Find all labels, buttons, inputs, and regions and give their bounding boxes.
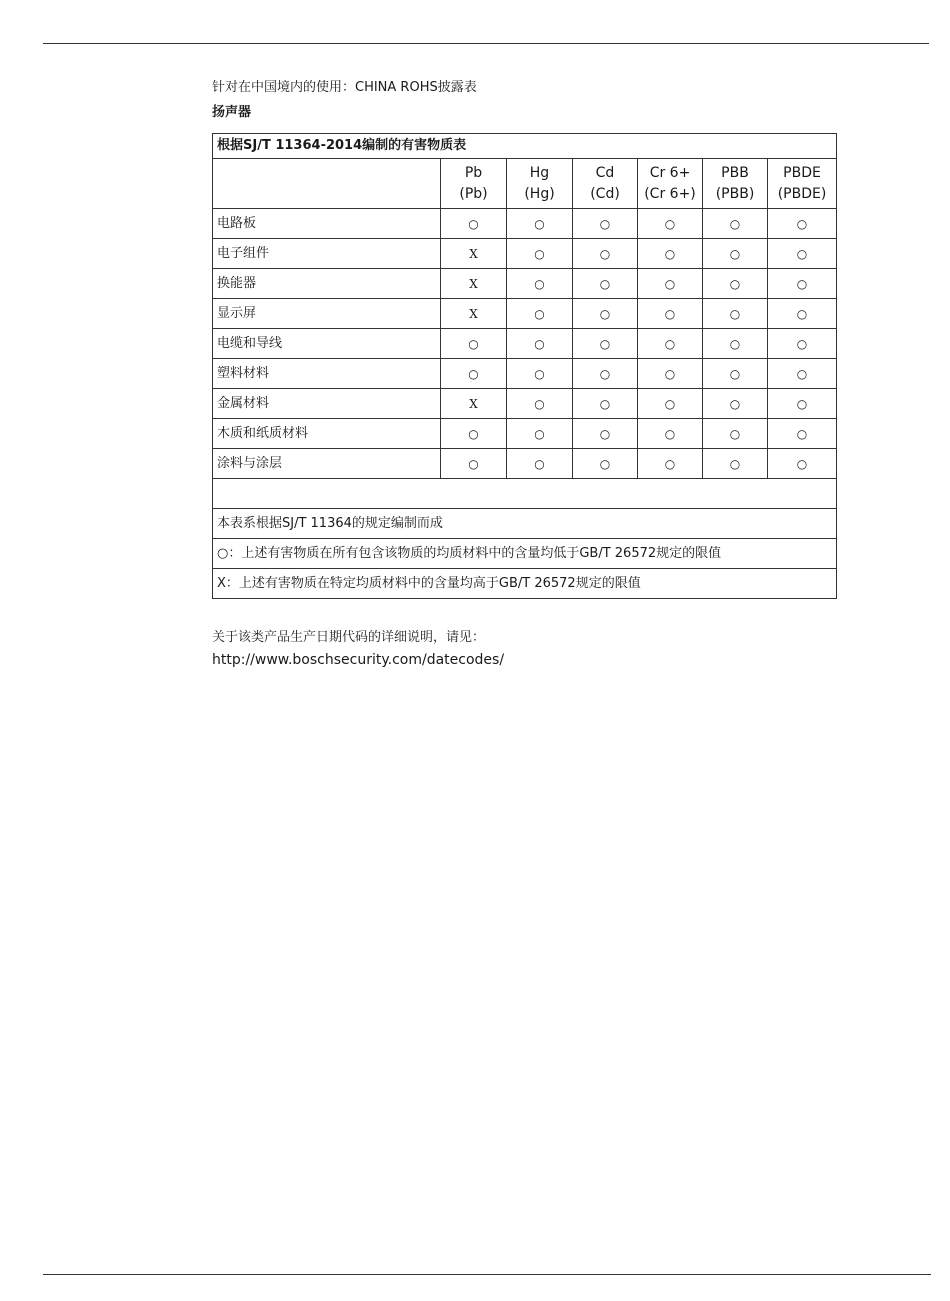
substance-status-cell: ○ bbox=[638, 359, 703, 389]
header-cell-pbb: PBB (PBB) bbox=[703, 159, 768, 209]
substance-status-cell: ○ bbox=[573, 209, 638, 239]
substance-status-cell: ○ bbox=[703, 209, 768, 239]
substance-status-cell: ○ bbox=[441, 329, 507, 359]
table-caption: 根据SJ/T 11364-2014编制的有害物质表 bbox=[213, 134, 837, 159]
substance-status-cell: ○ bbox=[507, 299, 573, 329]
substance-status-cell: ○ bbox=[573, 299, 638, 329]
substance-status-cell: ○ bbox=[638, 209, 703, 239]
date-code-link[interactable]: http://www.boschsecurity.com/datecodes/ bbox=[212, 652, 505, 668]
substance-status-cell: ○ bbox=[507, 419, 573, 449]
part-name-cell: 电路板 bbox=[213, 209, 441, 239]
part-name-cell: 换能器 bbox=[213, 269, 441, 299]
table-row bbox=[213, 329, 837, 359]
substance-status-cell: X bbox=[441, 239, 507, 269]
part-name-cell: 显示屏 bbox=[213, 299, 441, 329]
table-note: 本表系根据SJ/T 11364的规定编制而成 bbox=[213, 509, 837, 539]
table-caption-row bbox=[213, 134, 837, 159]
substance-status-cell: ○ bbox=[703, 329, 768, 359]
table-row bbox=[213, 359, 837, 389]
substance-status-cell: ○ bbox=[768, 329, 837, 359]
substance-status-cell: ○ bbox=[573, 419, 638, 449]
substance-status-cell: ○ bbox=[768, 209, 837, 239]
substance-status-cell: ○ bbox=[768, 419, 837, 449]
substance-status-cell: ○ bbox=[441, 359, 507, 389]
substance-status-cell: ○ bbox=[768, 239, 837, 269]
substance-status-cell: ○ bbox=[441, 449, 507, 479]
substance-status-cell: ○ bbox=[507, 329, 573, 359]
substance-status-cell: ○ bbox=[768, 299, 837, 329]
part-name-cell: 金属材料 bbox=[213, 389, 441, 419]
substance-status-cell: ○ bbox=[573, 389, 638, 419]
substance-status-cell: ○ bbox=[441, 419, 507, 449]
substance-status-cell: ○ bbox=[507, 239, 573, 269]
substance-status-cell: X bbox=[441, 299, 507, 329]
substance-status-cell: ○ bbox=[703, 359, 768, 389]
header-rule bbox=[43, 43, 929, 44]
substance-status-cell: ○ bbox=[638, 299, 703, 329]
substance-status-cell: ○ bbox=[768, 389, 837, 419]
part-name-cell: 木质和纸质材料 bbox=[213, 419, 441, 449]
substance-status-cell: ○ bbox=[507, 449, 573, 479]
header-cell-cd: Cd (Cd) bbox=[573, 159, 638, 209]
substance-status-cell: X bbox=[441, 389, 507, 419]
substance-status-cell: ○ bbox=[703, 419, 768, 449]
table-row bbox=[213, 299, 837, 329]
header-cell-hg: Hg (Hg) bbox=[507, 159, 573, 209]
substance-status-cell: ○ bbox=[638, 239, 703, 269]
table-row bbox=[213, 449, 837, 479]
substance-status-cell: ○ bbox=[638, 269, 703, 299]
table-row bbox=[213, 389, 837, 419]
part-name-cell: 电缆和导线 bbox=[213, 329, 441, 359]
substance-status-cell: ○ bbox=[507, 389, 573, 419]
table-spacer-cell bbox=[213, 479, 837, 509]
hazardous-substances-table bbox=[212, 133, 837, 599]
footer-rule bbox=[43, 1274, 931, 1275]
table-row bbox=[213, 269, 837, 299]
substance-status-cell: ○ bbox=[638, 389, 703, 419]
substance-status-cell: ○ bbox=[573, 449, 638, 479]
substance-status-cell: ○ bbox=[573, 239, 638, 269]
table-row bbox=[213, 419, 837, 449]
substance-status-cell: ○ bbox=[768, 359, 837, 389]
substance-status-cell: ○ bbox=[507, 269, 573, 299]
header-cell-pbde: PBDE (PBDE) bbox=[768, 159, 837, 209]
table-note-row bbox=[213, 539, 837, 569]
table-note-row bbox=[213, 509, 837, 539]
table-header-row bbox=[213, 159, 837, 209]
substance-status-cell: ○ bbox=[703, 389, 768, 419]
substance-status-cell: ○ bbox=[573, 329, 638, 359]
header-part-cell bbox=[213, 159, 441, 209]
part-name-cell: 涂料与涂层 bbox=[213, 449, 441, 479]
substance-status-cell: ○ bbox=[768, 449, 837, 479]
substance-status-cell: ○ bbox=[441, 209, 507, 239]
part-name-cell: 塑料材料 bbox=[213, 359, 441, 389]
product-name: 扬声器 bbox=[212, 105, 252, 120]
substance-status-cell: ○ bbox=[638, 329, 703, 359]
substance-status-cell: ○ bbox=[638, 419, 703, 449]
substance-status-cell: X bbox=[441, 269, 507, 299]
substance-status-cell: ○ bbox=[703, 239, 768, 269]
substance-status-cell: ○ bbox=[703, 269, 768, 299]
header-cell-pb: Pb (Pb) bbox=[441, 159, 507, 209]
substance-status-cell: ○ bbox=[573, 359, 638, 389]
intro-heading: 针对在中国境内的使用：CHINA ROHS披露表 bbox=[212, 80, 477, 95]
substance-status-cell: ○ bbox=[703, 449, 768, 479]
table-note: ○：上述有害物质在所有包含该物质的均质材料中的含量均低于GB/T 26572规定的限值 bbox=[213, 539, 837, 569]
substance-status-cell: ○ bbox=[638, 449, 703, 479]
table-spacer-row bbox=[213, 479, 837, 509]
substance-status-cell: ○ bbox=[507, 359, 573, 389]
substance-status-cell: ○ bbox=[768, 269, 837, 299]
substance-status-cell: ○ bbox=[703, 299, 768, 329]
header-cell-cr6: Cr 6+ (Cr 6+) bbox=[638, 159, 703, 209]
part-name-cell: 电子组件 bbox=[213, 239, 441, 269]
substance-status-cell: ○ bbox=[573, 269, 638, 299]
date-code-note: 关于该类产品生产日期代码的详细说明，请见： bbox=[212, 630, 486, 645]
substance-status-cell: ○ bbox=[507, 209, 573, 239]
table-note: X：上述有害物质在特定均质材料中的含量均高于GB/T 26572规定的限值 bbox=[213, 569, 837, 599]
table-row bbox=[213, 209, 837, 239]
table-note-row bbox=[213, 569, 837, 599]
table-row bbox=[213, 239, 837, 269]
